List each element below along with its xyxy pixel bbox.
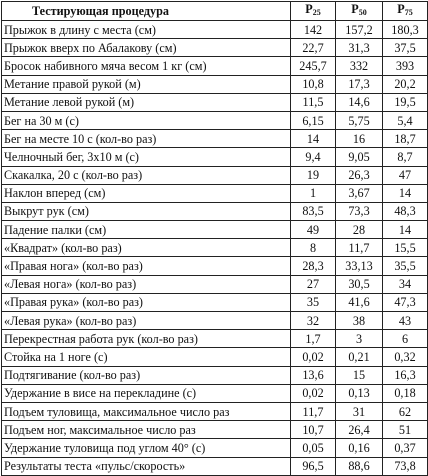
table-row	[2, 202, 428, 220]
cell-p50: 3,67	[336, 184, 383, 202]
cell-p50: 73,3	[336, 202, 383, 220]
cell-procedure: Скакалка, 20 с (кол-во раз)	[2, 166, 291, 184]
cell-p25: 142	[291, 21, 336, 39]
cell-p50: 9,05	[336, 148, 383, 166]
cell-p50: 16	[336, 130, 383, 148]
cell-procedure: Подтягивание (кол-во раз)	[2, 366, 291, 384]
table-row	[2, 402, 428, 420]
table-row	[2, 21, 428, 39]
table-row	[2, 184, 428, 202]
cell-procedure: «Левая нога» (кол-во раз)	[2, 275, 291, 293]
table-row	[2, 293, 428, 311]
cell-procedure: Метание левой рукой (м)	[2, 93, 291, 111]
cell-p25: 245,7	[291, 57, 336, 75]
cell-procedure: Выкрут рук (см)	[2, 202, 291, 220]
cell-p25: 9,4	[291, 148, 336, 166]
table-row	[2, 166, 428, 184]
table-row	[2, 421, 428, 439]
cell-p50: 30,5	[336, 275, 383, 293]
cell-p25: 0,02	[291, 384, 336, 402]
header-p75: $P_{75}$	[383, 2, 428, 21]
table-row	[2, 57, 428, 75]
percentile-table-container	[1, 1, 427, 476]
cell-p75: 5,4	[383, 111, 428, 129]
cell-p50: 157,2	[336, 21, 383, 39]
cell-p50: 88,6	[336, 457, 383, 475]
cell-procedure: Результаты теста «пульс/скорость»	[2, 457, 291, 475]
table-row	[2, 75, 428, 93]
cell-p25: 32	[291, 312, 336, 330]
table-row	[2, 439, 428, 457]
cell-p50: 0,16	[336, 439, 383, 457]
cell-p25: 11,7	[291, 402, 336, 420]
cell-p75: 393	[383, 57, 428, 75]
cell-p50: 11,7	[336, 239, 383, 257]
cell-p75: 34	[383, 275, 428, 293]
cell-p50: 15	[336, 366, 383, 384]
table-row	[2, 366, 428, 384]
header-procedure: Тестирующая процедура	[2, 2, 291, 21]
cell-p75: 14	[383, 184, 428, 202]
table-header-row	[2, 2, 428, 21]
cell-p50: 0,21	[336, 348, 383, 366]
cell-p50: 26,3	[336, 166, 383, 184]
table-row	[2, 257, 428, 275]
cell-p25: 13,6	[291, 366, 336, 384]
table-row	[2, 348, 428, 366]
cell-p25: 1	[291, 184, 336, 202]
table-row	[2, 275, 428, 293]
cell-p75: 0,18	[383, 384, 428, 402]
cell-p50: 28	[336, 221, 383, 239]
cell-p75: 14	[383, 221, 428, 239]
cell-p75: 20,2	[383, 75, 428, 93]
cell-p25: 96,5	[291, 457, 336, 475]
cell-p25: 83,5	[291, 202, 336, 220]
cell-p50: 31	[336, 402, 383, 420]
cell-p75: 8,7	[383, 148, 428, 166]
table-row	[2, 130, 428, 148]
cell-procedure: Падение палки (см)	[2, 221, 291, 239]
cell-p50: 41,6	[336, 293, 383, 311]
cell-procedure: Стойка на 1 ноге (с)	[2, 348, 291, 366]
cell-p25: 11,5	[291, 93, 336, 111]
cell-procedure: Челночный бег, 3х10 м (с)	[2, 148, 291, 166]
cell-p75: 18,7	[383, 130, 428, 148]
cell-p75: 15,5	[383, 239, 428, 257]
cell-p75: 0,32	[383, 348, 428, 366]
cell-p75: 19,5	[383, 93, 428, 111]
cell-p25: 0,02	[291, 348, 336, 366]
cell-p50: 38	[336, 312, 383, 330]
cell-p50: 0,13	[336, 384, 383, 402]
cell-procedure: Подъем ног, максимальное число раз	[2, 421, 291, 439]
cell-p50: 332	[336, 57, 383, 75]
percentile-table	[1, 1, 428, 476]
cell-p75: 47	[383, 166, 428, 184]
table-row	[2, 312, 428, 330]
cell-p75: 48,3	[383, 202, 428, 220]
table-row	[2, 384, 428, 402]
table-row	[2, 239, 428, 257]
cell-p25: 19	[291, 166, 336, 184]
cell-p50: 14,6	[336, 93, 383, 111]
cell-procedure: Наклон вперед (см)	[2, 184, 291, 202]
cell-p50: 5,75	[336, 111, 383, 129]
cell-p25: 10,7	[291, 421, 336, 439]
cell-procedure: Удержание в висе на перекладине (с)	[2, 384, 291, 402]
cell-p25: 8	[291, 239, 336, 257]
table-row	[2, 39, 428, 57]
cell-p25: 22,7	[291, 39, 336, 57]
cell-procedure: Бег на месте 10 с (кол-во раз)	[2, 130, 291, 148]
cell-p50: 17,3	[336, 75, 383, 93]
cell-p25: 27	[291, 275, 336, 293]
cell-procedure: Бросок набивного мяча весом 1 кг (см)	[2, 57, 291, 75]
cell-p25: 1,7	[291, 330, 336, 348]
cell-procedure: Удержание туловища под углом 40° (с)	[2, 439, 291, 457]
cell-p25: 35	[291, 293, 336, 311]
table-row	[2, 148, 428, 166]
cell-procedure: «Левая рука» (кол-во раз)	[2, 312, 291, 330]
cell-p50: 31,3	[336, 39, 383, 57]
cell-p25: 49	[291, 221, 336, 239]
cell-procedure: Перекрестная работа рук (кол-во раз)	[2, 330, 291, 348]
table-row	[2, 457, 428, 475]
cell-p75: 73,8	[383, 457, 428, 475]
cell-procedure: «Правая нога» (кол-во раз)	[2, 257, 291, 275]
cell-procedure: «Квадрат» (кол-во раз)	[2, 239, 291, 257]
cell-p75: 37,5	[383, 39, 428, 57]
cell-p25: 6,15	[291, 111, 336, 129]
cell-p75: 0,37	[383, 439, 428, 457]
cell-p75: 43	[383, 312, 428, 330]
cell-p25: 0,05	[291, 439, 336, 457]
table-row	[2, 330, 428, 348]
header-p50: $P_{50}$	[336, 2, 383, 21]
table-row	[2, 93, 428, 111]
cell-procedure: Прыжок вверх по Абалакову (см)	[2, 39, 291, 57]
cell-procedure: Прыжок в длину с места (см)	[2, 21, 291, 39]
cell-p75: 47,3	[383, 293, 428, 311]
cell-procedure: Подъем туловища, максимальное число раз	[2, 402, 291, 420]
cell-p25: 28,3	[291, 257, 336, 275]
header-p25: $P_{25}$	[291, 2, 336, 21]
cell-p50: 3	[336, 330, 383, 348]
cell-procedure: Бег на 30 м (с)	[2, 111, 291, 129]
cell-p75: 180,3	[383, 21, 428, 39]
table-row	[2, 111, 428, 129]
cell-procedure: Метание правой рукой (м)	[2, 75, 291, 93]
cell-p50: 33,13	[336, 257, 383, 275]
table-row	[2, 221, 428, 239]
cell-p25: 10,8	[291, 75, 336, 93]
cell-p75: 6	[383, 330, 428, 348]
cell-p75: 16,3	[383, 366, 428, 384]
cell-procedure: «Правая рука» (кол-во раз)	[2, 293, 291, 311]
cell-p75: 51	[383, 421, 428, 439]
cell-p75: 62	[383, 402, 428, 420]
cell-p50: 26,4	[336, 421, 383, 439]
cell-p25: 14	[291, 130, 336, 148]
cell-p75: 35,5	[383, 257, 428, 275]
